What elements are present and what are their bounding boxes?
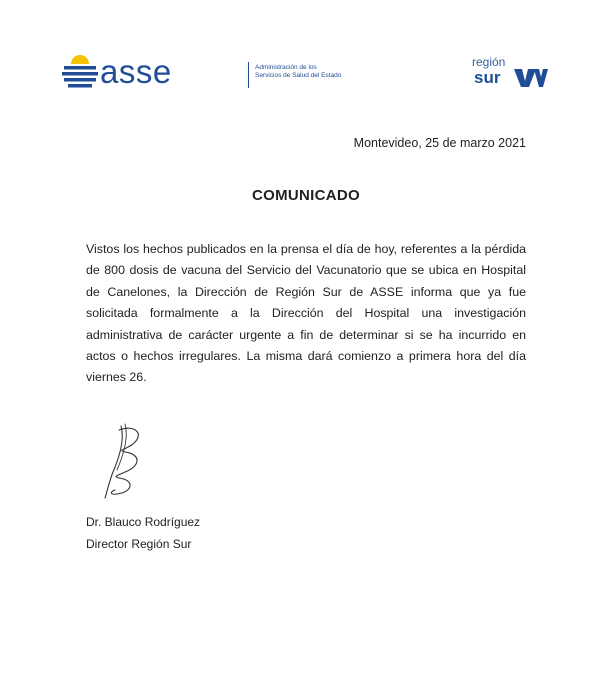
asse-subtitle (255, 64, 365, 80)
asse-subtitle-line1: Administración de los (255, 64, 317, 71)
logo-divider (248, 62, 249, 88)
region-logo-bottom: sur (474, 68, 501, 87)
asse-wordmark: asse (100, 53, 172, 90)
document-body: Vistos los hechos publicados en la prensa el día de hoy, referentes a la pérdida de 800 dosis de vacuna del Servicio del Vacunatorio que se ubica en Hospital de Canelones, la Dirección de Región Sur de ASSE informa que ya fue solicitada formalmente a la Dirección del Hospital una investigación administrativa de carácter urgente a fin de determinar si se ha incurrido en actos o hechos irregulares. La misma dará comienzo a primera hora del día viernes 26. (86, 242, 526, 385)
region-sur-logo (466, 55, 556, 95)
signer-name: Dr. Blauco Rodríguez (86, 515, 201, 529)
handwritten-signature (95, 420, 165, 500)
asse-sun-icon (62, 50, 98, 94)
document-title: COMUNICADO (252, 187, 360, 204)
document-date: Montevideo, 25 de marzo 2021 (353, 136, 526, 150)
signer-role: Director Región Sur (86, 537, 192, 551)
asse-logo (62, 50, 342, 100)
asse-subtitle-line2: Servicios de Salud del Estado (255, 72, 342, 79)
region-chevrons-icon (514, 69, 548, 87)
region-logo-top: región (472, 55, 506, 69)
